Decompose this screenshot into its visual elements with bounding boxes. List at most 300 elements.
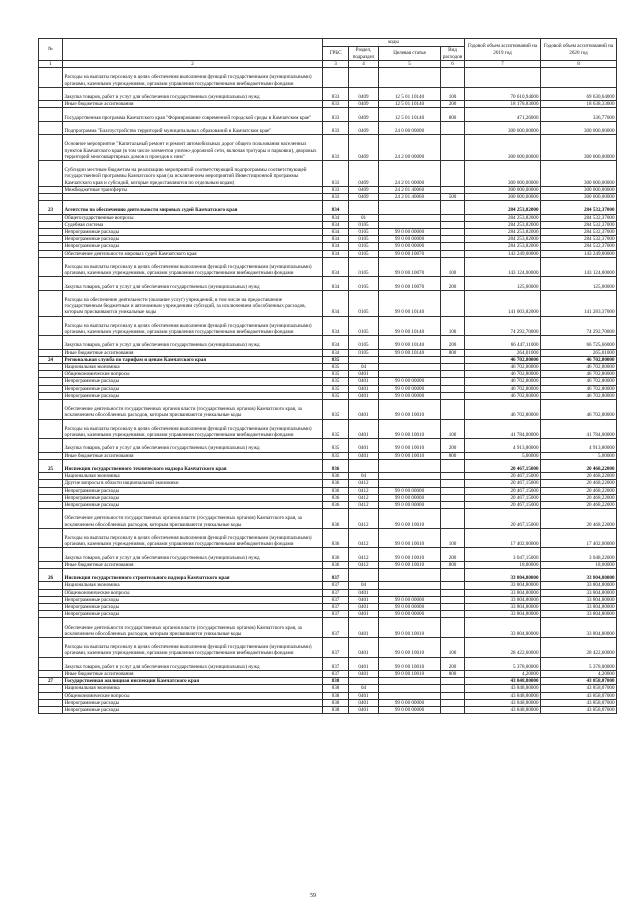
row-razdel: 04 xyxy=(349,363,379,370)
row-gvs: 838 xyxy=(323,678,349,685)
row-gvs: 834 xyxy=(323,214,349,221)
row-cs: 99 0 00 00000 xyxy=(379,603,441,610)
row-name: Другие вопросы в области национальной экономики xyxy=(63,480,323,487)
table-row xyxy=(39,603,617,610)
row-razdel: 0401 xyxy=(349,618,379,638)
row-gvs: 833 xyxy=(323,108,349,121)
row-value-2019: 28 422,60000 xyxy=(465,637,541,657)
row-gvs: 838 xyxy=(323,685,349,692)
row-name: Закупка товаров, работ и услуг для обеспечения государственных (муниципальных) нужд xyxy=(63,657,323,670)
row-vr: 800 xyxy=(441,452,465,459)
row-vr xyxy=(441,378,465,385)
row-name: Инспекция государственного технического надзора Камчатского края xyxy=(63,459,323,472)
row-value-2020: 284 532,37000 xyxy=(541,236,617,243)
row-value-2019: 17 402,00000 xyxy=(465,528,541,548)
row-value-2020: 336,77000 xyxy=(541,108,617,121)
row-razdel: 0412 xyxy=(349,501,379,508)
row-cs: 24 0 00 00000 xyxy=(379,121,441,134)
table-row xyxy=(39,480,617,487)
row-value-2020: 46 702,80000 xyxy=(541,385,617,392)
row-gvs: 835 xyxy=(323,399,349,419)
row-razdel: 0105 xyxy=(349,243,379,250)
row-number xyxy=(39,277,63,290)
row-cs xyxy=(379,356,441,363)
table-row xyxy=(39,582,617,589)
row-name: Иные бюджетные ассигнования xyxy=(63,670,323,677)
row-cs: 99 0 00 10010 xyxy=(379,399,441,419)
row-gvs: 837 xyxy=(323,657,349,670)
row-name: Расходы на выплаты персоналу в целях обеспечения выполнения функций государственными (муниципальными) органами, казенными учреждениями, органами управления государственными внебюджетными фондами xyxy=(63,637,323,657)
row-number xyxy=(39,487,63,494)
row-value-2019 xyxy=(465,68,541,88)
row-value-2020: 43 858,07000 xyxy=(541,699,617,706)
table-row xyxy=(39,221,617,228)
row-razdel: 0409 xyxy=(349,193,379,200)
row-cs: 99 0 00 00000 xyxy=(379,392,441,399)
row-value-2020: 20 468,22000 xyxy=(541,473,617,480)
row-number: 23 xyxy=(39,201,63,214)
row-name: Непрограммные расходы xyxy=(63,706,323,713)
row-number xyxy=(39,160,63,186)
row-gvs: 834 xyxy=(323,277,349,290)
row-name: Иные бюджетные ассигнования xyxy=(63,452,323,459)
row-name: Субсидии местным бюджетам на реализацию мероприятий соответствующей подпрограммы соответствующей государственной программы Камчатского края (за исключением мероприятий Инвестиционной программы Камчатского края и субсидий, которые предоставляются по отдельным кодам) xyxy=(63,160,323,186)
table-row xyxy=(39,160,617,186)
row-name: Непрограммные расходы xyxy=(63,501,323,508)
header-num: № xyxy=(39,39,63,61)
table-row xyxy=(39,87,617,100)
row-cs: 24 2 01 40060 xyxy=(379,186,441,193)
row-cs: 99 0 00 00000 xyxy=(379,611,441,618)
row-gvs: 837 xyxy=(323,611,349,618)
row-vr: 800 xyxy=(441,670,465,677)
table-row xyxy=(39,399,617,419)
row-vr xyxy=(441,480,465,487)
row-value-2019: 4 913,80000 xyxy=(465,439,541,452)
row-value-2020: 4,20000 xyxy=(541,670,617,677)
row-gvs: 833 xyxy=(323,160,349,186)
row-name: Обеспечение деятельности мировых судей Камчатского края xyxy=(63,250,323,257)
row-cs xyxy=(379,201,441,214)
row-value-2020: 33 804,80000 xyxy=(541,589,617,596)
row-razdel: 0401 xyxy=(349,399,379,419)
row-value-2019: 284 253,82000 xyxy=(465,214,541,221)
row-name: Национальная экономика xyxy=(63,685,323,692)
row-cs xyxy=(379,68,441,88)
row-name: Расходы на выплаты персоналу в целях обеспечения выполнения функций государственными (муниципальными) органами, казенными учреждениями, органами управления государственными внебюджетными фондами xyxy=(63,316,323,336)
row-number xyxy=(39,528,63,548)
row-vr: 800 xyxy=(441,349,465,356)
table-row xyxy=(39,135,617,161)
row-cs: 99 0 00 10010 xyxy=(379,657,441,670)
row-name: Непрограммные расходы xyxy=(63,236,323,243)
row-vr xyxy=(441,160,465,186)
table-row xyxy=(39,193,617,200)
budget-table xyxy=(38,38,617,714)
row-value-2019: 143 124,00000 xyxy=(465,257,541,277)
row-value-2020: 20 468,22000 xyxy=(541,487,617,494)
row-cs: 99 0 00 10010 xyxy=(379,618,441,638)
row-value-2019: 471,26000 xyxy=(465,108,541,121)
row-cs: 99 0 00 10010 xyxy=(379,561,441,568)
table-row xyxy=(39,568,617,581)
row-gvs: 837 xyxy=(323,637,349,657)
row-vr xyxy=(441,611,465,618)
row-vr xyxy=(441,392,465,399)
row-number xyxy=(39,193,63,200)
row-number xyxy=(39,596,63,603)
row-value-2020: 41 784,00000 xyxy=(541,419,617,439)
row-vr: 800 xyxy=(441,561,465,568)
row-gvs: 837 xyxy=(323,596,349,603)
row-value-2020: 300 000,00000 xyxy=(541,193,617,200)
row-number xyxy=(39,611,63,618)
row-cs: 99 0 00 00000 xyxy=(379,385,441,392)
row-number xyxy=(39,250,63,257)
row-number xyxy=(39,685,63,692)
row-gvs: 836 xyxy=(323,509,349,529)
row-value-2020: 43 858,07000 xyxy=(541,678,617,685)
row-value-2019: 20 467,15000 xyxy=(465,494,541,501)
header-number: 1 xyxy=(39,61,63,68)
header-gvs: ГРБС xyxy=(323,47,349,61)
row-razdel: 0105 xyxy=(349,277,379,290)
row-name: Национальная экономика xyxy=(63,582,323,589)
row-value-2020: 46 702,80000 xyxy=(541,392,617,399)
row-cs xyxy=(379,221,441,228)
row-gvs: 833 xyxy=(323,101,349,108)
row-razdel: 0412 xyxy=(349,487,379,494)
row-value-2019: 33 804,80000 xyxy=(465,582,541,589)
row-cs: 99 0 00 10070 xyxy=(379,277,441,290)
row-razdel xyxy=(349,68,379,88)
row-cs: 99 0 00 00000 xyxy=(379,236,441,243)
row-razdel: 0105 xyxy=(349,316,379,336)
row-gvs: 834 xyxy=(323,336,349,349)
row-name: Расходы на выплаты персоналу в целях обеспечения выполнения функций государственными (муниципальными) органами, казенными учреждениями, органами управления государственными внебюджетными фондами xyxy=(63,68,323,88)
row-razdel: 0105 xyxy=(349,336,379,349)
row-value-2019: 46 702,80000 xyxy=(465,363,541,370)
table-row xyxy=(39,678,617,685)
row-gvs: 836 xyxy=(323,480,349,487)
row-gvs: 835 xyxy=(323,452,349,459)
row-name: Непрограммные расходы xyxy=(63,392,323,399)
row-number xyxy=(39,399,63,419)
table-row xyxy=(39,459,617,472)
row-razdel: 0412 xyxy=(349,548,379,561)
row-cs xyxy=(379,480,441,487)
row-value-2020: 18,00000 xyxy=(541,561,617,568)
row-vr: 100 xyxy=(441,419,465,439)
table-row xyxy=(39,561,617,568)
row-razdel: 04 xyxy=(349,685,379,692)
table-row xyxy=(39,699,617,706)
row-gvs: 835 xyxy=(323,371,349,378)
row-value-2019: 20 467,15000 xyxy=(465,501,541,508)
row-number xyxy=(39,378,63,385)
row-razdel: 0105 xyxy=(349,257,379,277)
row-vr xyxy=(441,371,465,378)
row-value-2020: 17 402,00000 xyxy=(541,528,617,548)
row-name: Закупка товаров, работ и услуг для обеспечения государственных (муниципальных) нужд xyxy=(63,439,323,452)
row-value-2020: 265,01000 xyxy=(541,349,617,356)
row-number xyxy=(39,316,63,336)
row-name: Непрограммные расходы xyxy=(63,699,323,706)
row-cs: 99 0 00 10070 xyxy=(379,257,441,277)
table-row xyxy=(39,243,617,250)
table-row xyxy=(39,494,617,501)
row-value-2019: 284 253,82000 xyxy=(465,228,541,235)
row-gvs: 836 xyxy=(323,501,349,508)
row-name: Общегосударственные вопросы xyxy=(63,214,323,221)
row-value-2019: 43 848,80000 xyxy=(465,685,541,692)
row-value-2020: 284 532,37000 xyxy=(541,228,617,235)
row-number xyxy=(39,214,63,221)
row-cs: 99 0 00 00000 xyxy=(379,487,441,494)
row-cs: 99 0 00 10010 xyxy=(379,439,441,452)
row-vr xyxy=(441,596,465,603)
row-name: Обеспечение деятельности государственных органов власти (государственных органов) Камчатского края, за исключением обособленных расходов, которым присваиваются уникальные коды xyxy=(63,509,323,529)
row-number xyxy=(39,336,63,349)
table-row xyxy=(39,548,617,561)
table-row xyxy=(39,68,617,88)
row-razdel: 0401 xyxy=(349,452,379,459)
row-value-2020: 69 630,64000 xyxy=(541,87,617,100)
table-row xyxy=(39,257,617,277)
row-value-2019: 43 848,80000 xyxy=(465,678,541,685)
row-gvs: 835 xyxy=(323,363,349,370)
row-cs: 99 0 00 10140 xyxy=(379,349,441,356)
row-cs: 99 0 00 00000 xyxy=(379,243,441,250)
row-name: Непрограммные расходы xyxy=(63,611,323,618)
row-vr xyxy=(441,399,465,419)
row-value-2019: 5 378,00000 xyxy=(465,657,541,670)
row-name: Закупка товаров, работ и услуг для обеспечения государственных (муниципальных) нужд xyxy=(63,548,323,561)
row-vr xyxy=(441,221,465,228)
row-value-2019: 33 804,80000 xyxy=(465,568,541,581)
row-gvs: 836 xyxy=(323,528,349,548)
row-razdel: 0409 xyxy=(349,108,379,121)
row-value-2019: 300 000,00000 xyxy=(465,193,541,200)
row-name: Общеэкономические вопросы xyxy=(63,589,323,596)
row-gvs: 835 xyxy=(323,439,349,452)
table-row xyxy=(39,121,617,134)
row-cs: 99 0 00 00000 xyxy=(379,228,441,235)
row-value-2020: 18 638,33000 xyxy=(541,101,617,108)
row-value-2019: 125,00000 xyxy=(465,277,541,290)
row-number xyxy=(39,582,63,589)
row-name: Иные бюджетные ассигнования xyxy=(63,349,323,356)
row-gvs: 837 xyxy=(323,582,349,589)
row-number xyxy=(39,221,63,228)
row-razdel: 0409 xyxy=(349,87,379,100)
row-value-2019: 18 178,83000 xyxy=(465,101,541,108)
table-row xyxy=(39,528,617,548)
row-gvs: 837 xyxy=(323,603,349,610)
row-gvs: 834 xyxy=(323,290,349,316)
row-gvs: 836 xyxy=(323,548,349,561)
row-cs: 99 0 00 00000 xyxy=(379,596,441,603)
row-vr xyxy=(441,228,465,235)
row-cs: 99 0 00 10010 xyxy=(379,452,441,459)
row-value-2020: 74 292,70000 xyxy=(541,316,617,336)
row-cs: 99 0 00 00000 xyxy=(379,378,441,385)
row-razdel: 0105 xyxy=(349,236,379,243)
row-razdel: 0401 xyxy=(349,706,379,713)
row-vr xyxy=(441,473,465,480)
row-razdel: 0409 xyxy=(349,160,379,186)
header-number: 7 xyxy=(465,61,541,68)
row-razdel: 0412 xyxy=(349,528,379,548)
row-name: Иные бюджетные ассигнования xyxy=(63,101,323,108)
row-value-2019: 141 003,82000 xyxy=(465,290,541,316)
row-vr: 200 xyxy=(441,439,465,452)
row-name: Обеспечение деятельности государственных органов власти (государственных органов) Камчатского края, за исключением обособленных расходов, которым присваиваются уникальные коды xyxy=(63,399,323,419)
table-row xyxy=(39,214,617,221)
row-razdel: 0401 xyxy=(349,692,379,699)
row-name: Общеэкономические вопросы xyxy=(63,692,323,699)
row-vr xyxy=(441,68,465,88)
row-razdel: 0401 xyxy=(349,596,379,603)
row-cs: 99 0 00 00000 xyxy=(379,501,441,508)
header-number: 6 xyxy=(441,61,465,68)
row-vr xyxy=(441,236,465,243)
row-value-2019: 20 467,15000 xyxy=(465,459,541,472)
header-vr: Вид расходов xyxy=(441,47,465,61)
row-value-2019: 33 804,80000 xyxy=(465,596,541,603)
row-name: Непрограммные расходы xyxy=(63,487,323,494)
row-razdel: 0401 xyxy=(349,419,379,439)
row-vr xyxy=(441,568,465,581)
row-value-2019: 300 000,00000 xyxy=(465,135,541,161)
row-razdel: 0401 xyxy=(349,699,379,706)
table-row xyxy=(39,685,617,692)
row-number xyxy=(39,637,63,657)
row-name: Подпрограмма "Благоустройство территорий муниципальных образований в Камчатском крае" xyxy=(63,121,323,134)
row-cs: 99 0 00 10140 xyxy=(379,316,441,336)
header-numbers-row xyxy=(39,61,617,68)
row-value-2020: 20 468,22000 xyxy=(541,494,617,501)
row-vr xyxy=(441,135,465,161)
row-value-2020: 284 532,37000 xyxy=(541,201,617,214)
row-razdel: 0401 xyxy=(349,385,379,392)
row-name xyxy=(63,193,323,200)
row-name: Непрограммные расходы xyxy=(63,378,323,385)
row-name: Межбюджетные трансферты xyxy=(63,186,323,193)
row-value-2019: 300 000,00000 xyxy=(465,186,541,193)
row-number: 26 xyxy=(39,568,63,581)
row-vr: 100 xyxy=(441,316,465,336)
row-name: Расходы на выплаты персоналу в целях обеспечения выполнения функций государственными (муниципальными) органами, казенными учреждениями, органами управления государственными внебюджетными фондами xyxy=(63,528,323,548)
row-gvs: 833 xyxy=(323,135,349,161)
row-vr: 200 xyxy=(441,336,465,349)
row-value-2020: 125,00000 xyxy=(541,277,617,290)
header-number: 3 xyxy=(323,61,349,68)
row-vr: 100 xyxy=(441,637,465,657)
row-number xyxy=(39,68,63,88)
row-razdel: 0409 xyxy=(349,186,379,193)
table-row xyxy=(39,452,617,459)
row-name: Закупка товаров, работ и услуг для обеспечения государственных (муниципальных) нужд xyxy=(63,87,323,100)
row-value-2020: 46 702,80000 xyxy=(541,378,617,385)
header-number: 8 xyxy=(541,61,617,68)
row-number xyxy=(39,699,63,706)
row-razdel: 04 xyxy=(349,582,379,589)
header-number: 5 xyxy=(379,61,441,68)
table-row xyxy=(39,657,617,670)
row-cs: 99 0 00 10010 xyxy=(379,637,441,657)
row-vr xyxy=(441,618,465,638)
row-cs: 24 2 01 40060 xyxy=(379,193,441,200)
row-value-2020: 33 804,80000 xyxy=(541,618,617,638)
row-number xyxy=(39,618,63,638)
row-value-2019: 284 253,82000 xyxy=(465,236,541,243)
row-cs xyxy=(379,214,441,221)
row-cs xyxy=(379,582,441,589)
row-vr xyxy=(441,589,465,596)
row-vr xyxy=(441,685,465,692)
header-2020: Годовой объем ассигнований на 2020 год xyxy=(541,39,617,61)
row-value-2019: 46 702,80000 xyxy=(465,385,541,392)
row-gvs: 834 xyxy=(323,349,349,356)
row-value-2020: 284 532,37000 xyxy=(541,221,617,228)
row-vr xyxy=(441,385,465,392)
row-razdel: 0401 xyxy=(349,670,379,677)
row-value-2020: 300 000,00000 xyxy=(541,121,617,134)
row-cs: 99 0 00 10010 xyxy=(379,419,441,439)
table-row xyxy=(39,356,617,363)
row-vr: 200 xyxy=(441,277,465,290)
row-value-2019: 300 000,00000 xyxy=(465,121,541,134)
row-value-2019: 33 804,80000 xyxy=(465,618,541,638)
row-vr xyxy=(441,699,465,706)
table-row xyxy=(39,589,617,596)
row-value-2019: 264,01000 xyxy=(465,349,541,356)
row-cs xyxy=(379,678,441,685)
row-razdel: 0401 xyxy=(349,439,379,452)
row-value-2019: 46 702,80000 xyxy=(465,371,541,378)
row-value-2020: 3 048,22000 xyxy=(541,548,617,561)
row-value-2020: 43 858,07000 xyxy=(541,692,617,699)
row-gvs: 838 xyxy=(323,706,349,713)
row-number xyxy=(39,480,63,487)
row-razdel: 0105 xyxy=(349,290,379,316)
row-vr xyxy=(441,501,465,508)
row-value-2019: 43 848,80000 xyxy=(465,692,541,699)
row-value-2020: 141 283,37000 xyxy=(541,290,617,316)
row-number xyxy=(39,243,63,250)
table-row xyxy=(39,509,617,529)
page-number: 59 xyxy=(310,893,316,899)
row-cs: 99 0 00 10010 xyxy=(379,528,441,548)
row-value-2020: 284 532,37000 xyxy=(541,243,617,250)
header-2019: Годовой объем ассигнований на 2019 год xyxy=(465,39,541,61)
row-cs xyxy=(379,685,441,692)
row-value-2020: 46 702,80000 xyxy=(541,356,617,363)
row-name: Региональная служба по тарифам и ценам Камчатского края xyxy=(63,356,323,363)
row-vr xyxy=(441,706,465,713)
row-vr xyxy=(441,582,465,589)
row-value-2019: 5,00000 xyxy=(465,452,541,459)
table-row xyxy=(39,236,617,243)
row-razdel: 0412 xyxy=(349,509,379,529)
row-cs: 24 2 00 00000 xyxy=(379,135,441,161)
row-gvs: 834 xyxy=(323,201,349,214)
header-codes: коды xyxy=(323,39,465,47)
row-cs xyxy=(379,568,441,581)
row-number xyxy=(39,603,63,610)
row-name: Непрограммные расходы xyxy=(63,494,323,501)
